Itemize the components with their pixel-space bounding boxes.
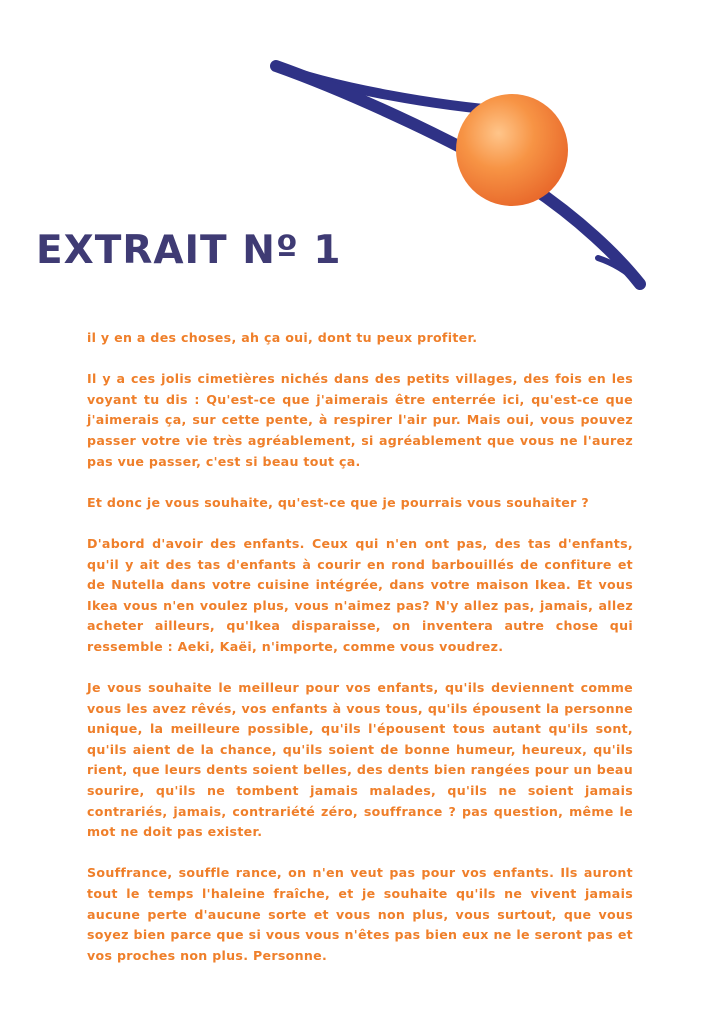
excerpt-body: [87, 328, 633, 987]
paragraph: Je vous souhaite le meilleur pour vos enfants, qu'ils deviennent comme vous les avez rêvés, vos enfants à vous tous, qu'ils épousent la personne unique, la meilleure possible, qu'ils l'épousent tous autant qu'ils sont, qu'ils aient de la chance, qu'ils soient de bonne humeur, heureux, qu'ils rient, que leurs dents soient belles, des dents bien rangées pour un beau sourire, qu'ils ne tombent jamais malades, qu'ils ne soient jamais contrariés, jamais, contrariété zéro, souffrance ? pas question, même le mot ne doit pas exister.: [87, 680, 633, 840]
orange-orb: [456, 94, 568, 206]
paragraph: Il y a ces jolis cimetières nichés dans des petits villages, des fois en les voyant tu dis : Qu'est-ce que j'aimerais être enterrée ici, qu'est-ce que j'aimerais ça, sur cette pente, à respirer l'air pur. Mais oui, vous pouvez passer votre vie très agréablement, si agréablement que vous ne l'aurez pas vue passer, c'est si beau tout ça.: [87, 371, 633, 469]
paragraph: il y en a des choses, ah ça oui, dont tu peux profiter.: [87, 330, 478, 345]
paragraph: Et donc je vous souhaite, qu'est-ce que je pourrais vous souhaiter ?: [87, 494, 589, 510]
paragraph: Souffrance, souffle rance, on n'en veut pas pour vos enfants. Ils auront tout le temps l'haleine fraîche, et je souhaite qu'ils ne vivent jamais aucune perte d'aucune sorte et vous non plus, vous surtout, que vous soyez bien parce que si vous vous n'êtes pas bien eux ne le seront pas et vos proches non plus. Personne.: [87, 865, 633, 963]
paragraph: D'abord d'avoir des enfants. Ceux qui n'en ont pas, des tas d'enfants, qu'il y ait des tas d'enfants à courir en rond barbouillés de confiture et de Nutella dans votre cuisine intégrée, dans votre maison Ikea. Et vous Ikea vous n'en voulez plus, vous n'aimez pas? N'y allez pas, jamais, allez acheter ailleurs, qu'Ikea disparaisse, on inventera autre chose qui ressemble : Aeki, Kaëi, n'importe, comme vous voudrez.: [87, 535, 633, 654]
page-title: EXTRAIT Nº 1: [36, 228, 342, 273]
